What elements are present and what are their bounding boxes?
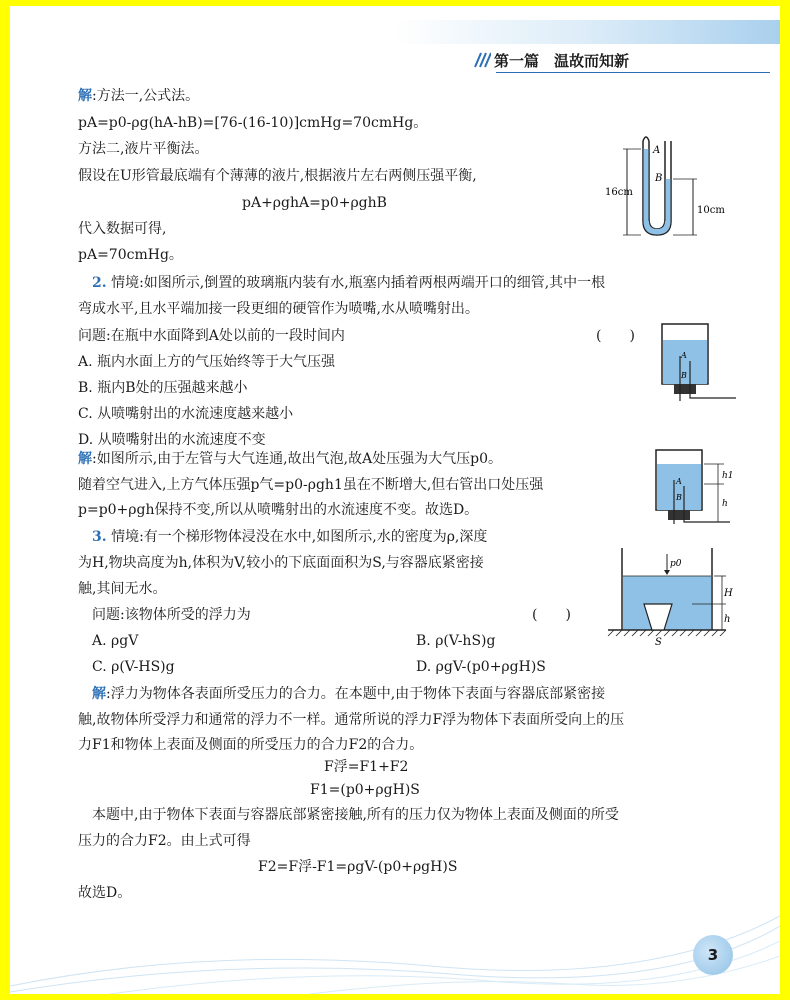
solution-3-line-3: 力F1和物体上表面及侧面的所受压力的合力F2的合力。 <box>78 737 424 753</box>
question-3-line-2: 为H,物块高度为h,体积为V,较小的下底面面积为S,与容器底紧密接 <box>78 555 484 571</box>
solution-3-equation-3: F2=F浮-F1=ρgV-(p0+ρgH)S <box>258 859 458 875</box>
solution-1-line-2: pA=p0-ρg(hA-hB)=[76-(16-10)]cmHg=70cmHg。 <box>78 115 428 131</box>
bottle-figure <box>650 316 740 406</box>
fig3-label-h: h <box>722 499 728 509</box>
footer-waves <box>10 886 780 994</box>
solution-2-line-3: p=p0+ρgh保持不变,所以从喷嘴射出的水流速度不变。故选D。 <box>78 502 479 518</box>
solution-keyword: 解 <box>78 88 92 104</box>
header-bar <box>10 20 780 44</box>
solution-2-line-2: 随着空气进入,上方气体压强p气=p0-ρgh1虽在不断增大,但右管出口处压强 <box>78 477 544 493</box>
fig1-label-16cm: 16cm <box>605 187 633 198</box>
question-3-option-d: D. ρgV-(p0+ρgH)S <box>416 659 546 675</box>
solution-3-equation-2: F1=(p0+ρgH)S <box>310 782 420 798</box>
fig2-label-a: A <box>681 351 687 360</box>
question-2-option-c: C. 从喷嘴射出的水流速度越来越小 <box>78 406 294 422</box>
fig4-label-p0: p0 <box>670 559 682 569</box>
fig4-label-h: h <box>724 614 731 625</box>
solution-text: :如图所示,由于左管与大气连通,故出气泡,故A处压强为大气压p0。 <box>92 451 503 467</box>
solution-1-equation: pA+ρghA=p0+ρghB <box>242 195 387 211</box>
question-2-option-a: A. 瓶内水面上方的气压始终等于大气压强 <box>78 354 336 370</box>
fig1-label-10cm: 10cm <box>697 205 725 216</box>
fig3-label-a: A <box>676 477 682 486</box>
question-2-option-d: D. 从喷嘴射出的水流速度不变 <box>78 432 266 448</box>
question-2-text: 情境:如图所示,倒置的玻璃瓶内装有水,瓶塞内插着两根两端开口的细管,其中一根 <box>111 275 606 291</box>
solution-1-line-1 <box>78 87 199 105</box>
header-title: 第一篇 温故而知新 <box>494 52 630 70</box>
fig4-label-H: H <box>724 588 733 599</box>
fig1-label-b: B <box>655 173 663 184</box>
solution-3-line-7: 压力的合力F2。由上式可得 <box>78 833 251 849</box>
fig1-label-a: A <box>653 145 661 156</box>
question-3-answer-blank: ( ) <box>532 607 571 623</box>
fig4-label-S: S <box>655 637 662 648</box>
question-3-option-b: B. ρ(V-hS)g <box>416 633 496 649</box>
solution-3-line-6: 本题中,由于物体下表面与容器底部紧密接触,所有的压力仅为物体上表面及侧面的所受 <box>92 807 619 823</box>
bottle-heights-figure <box>650 442 750 532</box>
question-3-option-c: C. ρ(V-HS)g <box>92 659 175 675</box>
question-2-number: 2. <box>92 275 107 291</box>
fig3-label-h1: h1 <box>722 471 734 481</box>
question-3-line-3: 触,其间无水。 <box>78 581 167 597</box>
header-stripes-icon <box>473 52 491 68</box>
solution-1-line-4: 假设在U形管最底端有个薄薄的液片,根据液片左右两侧压强平衡, <box>78 168 477 184</box>
question-2-prompt: 问题:在瓶中水面降到A处以前的一段时间内 <box>78 328 345 344</box>
solution-3-equation-1: F浮=F1+F2 <box>324 759 409 775</box>
question-2-option-b: B. 瓶内B处的压强越来越小 <box>78 380 248 396</box>
fig3-label-b: B <box>676 493 682 502</box>
solution-3-line-1 <box>92 685 605 703</box>
solution-text: :浮力为物体各表面所受压力的合力。在本题中,由于物体下表面与容器底部紧密接 <box>106 686 606 702</box>
solution-3-line-2: 触,故物体所受浮力和通常的浮力不一样。通常所说的浮力F浮为物体下表面所受向上的压 <box>78 712 625 728</box>
solution-keyword: 解 <box>78 451 92 467</box>
solution-1-line-3: 方法二,液片平衡法。 <box>78 141 209 157</box>
question-3-option-a: A. ρgV <box>92 633 139 649</box>
solution-3-conclusion: 故选D。 <box>78 885 132 901</box>
fig2-label-b: B <box>681 371 687 380</box>
question-3-line-1 <box>92 528 487 546</box>
solution-keyword: 解 <box>92 686 106 702</box>
question-3-text: 情境:有一个梯形物体浸没在水中,如图所示,水的密度为ρ,深度 <box>111 529 488 545</box>
solution-1-line-6: 代入数据可得, <box>78 221 167 237</box>
header-divider <box>496 72 770 73</box>
question-2-line-1 <box>92 274 605 292</box>
solution-1-line-7: pA=70cmHg。 <box>78 247 183 263</box>
page <box>10 6 780 994</box>
question-3-number: 3. <box>92 529 107 545</box>
solution-text: :方法一,公式法。 <box>92 88 200 104</box>
solution-2-line-1 <box>78 450 502 468</box>
question-2-answer-blank: ( ) <box>596 328 635 344</box>
trapezoid-container-figure <box>598 546 758 651</box>
question-2-line-2: 弯成水平,且水平端加接一段更细的硬管作为喷嘴,水从喷嘴射出。 <box>78 301 479 317</box>
page-number: 3 <box>693 935 733 975</box>
question-3-prompt: 问题:该物体所受的浮力为 <box>92 607 251 623</box>
u-tube-figure <box>605 131 745 241</box>
